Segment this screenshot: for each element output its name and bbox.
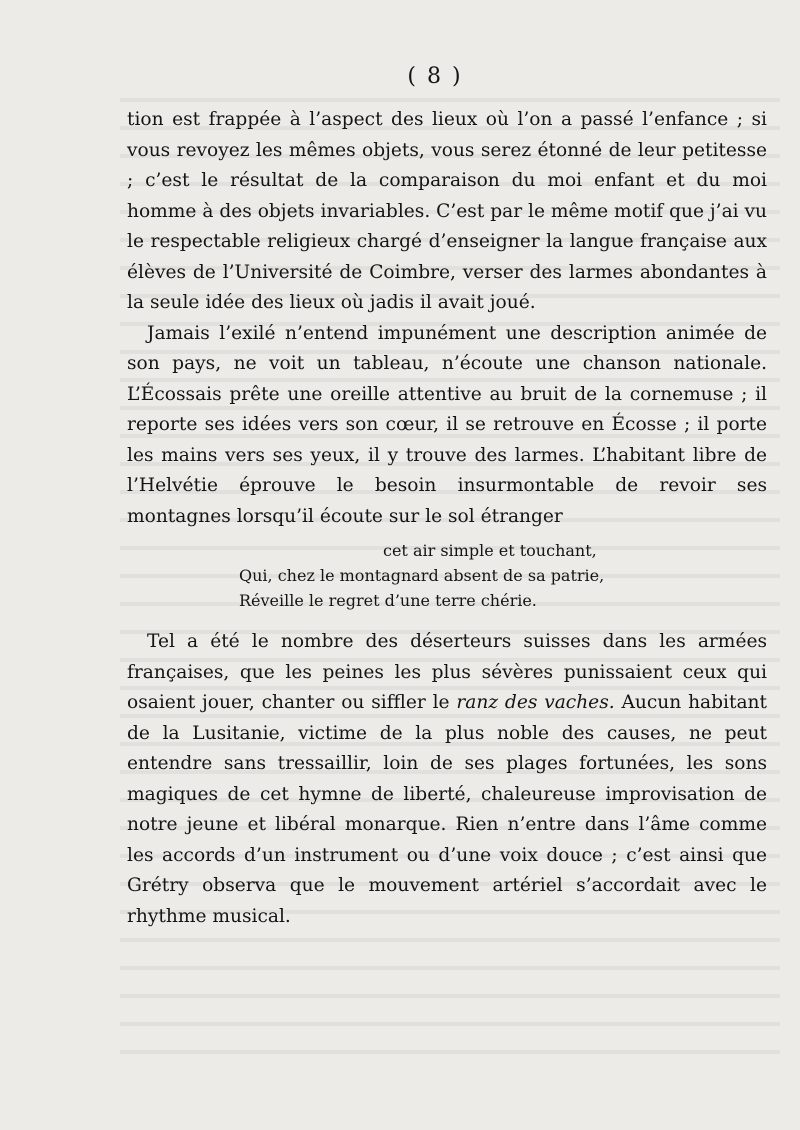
paragraph-1: tion est frappée à l’aspect des lieux où l’on a passé l’enfance ; si vous revoyez les mêmes objets, vous serez étonné de leur petitesse ; c’est le résultat de la comparaison du moi enfant et du moi homme à des objets invariables. C’est par le même motif que j’ai vu le respectable religieux chargé d’enseigner la langue française aux élèves de l’Université de Coimbre, verser des larmes abondantes à la seule idée des lieux où jadis il avait joué. <box>127 109 767 313</box>
paragraph-3 <box>127 627 767 932</box>
page-number: ( 8 ) <box>407 64 463 89</box>
body-text <box>127 105 767 932</box>
verse-line-2: Qui, chez le montagnard absent de sa patrie, <box>239 566 605 585</box>
paragraph-3-italic: ranz des vaches. <box>456 692 615 713</box>
verse-line-3: Réveille le regret d’une terre chérie. <box>239 591 537 610</box>
paragraph-3-text-end: Aucun habitant de la Lusitanie, victime de la plus noble des causes, ne peut entendre sans tressaillir, loin de ses plages fortunées, les sons magiques de cet hymne de liberté, chaleureuse improvisation de notre jeune et libéral monarque. Rien n’entre dans l’âme comme les accords d’un instrument ou d’une voix douce ; c’est ainsi que Grétry observa que le mouvement artériel s’accordait avec le rhythme musical. <box>127 692 767 927</box>
paragraph-3-text: Tel a été le nombre des déserteurs suisses dans les armées françaises, que les peines les plus sévères punissaient ceux qui osaient jouer, chanter ou siffler le <box>127 631 767 713</box>
paragraph-2: Jamais l’exilé n’entend impunément une description animée de son pays, ne voit un tableau, n’écoute une chanson nationale. L’Écossais prête une oreille attentive au bruit de la cornemuse ; il reporte ses idées vers son cœur, il se retrouve en Écosse ; il porte les mains vers ses yeux, il y trouve des larmes. L’habitant libre de l’Helvétie éprouve le besoin insurmontable de revoir ses montagnes lorsqu’il écoute sur le sol étranger <box>127 322 767 527</box>
verse-line-1: cet air simple et touchant, <box>383 541 597 560</box>
verse-quotation <box>127 538 767 613</box>
